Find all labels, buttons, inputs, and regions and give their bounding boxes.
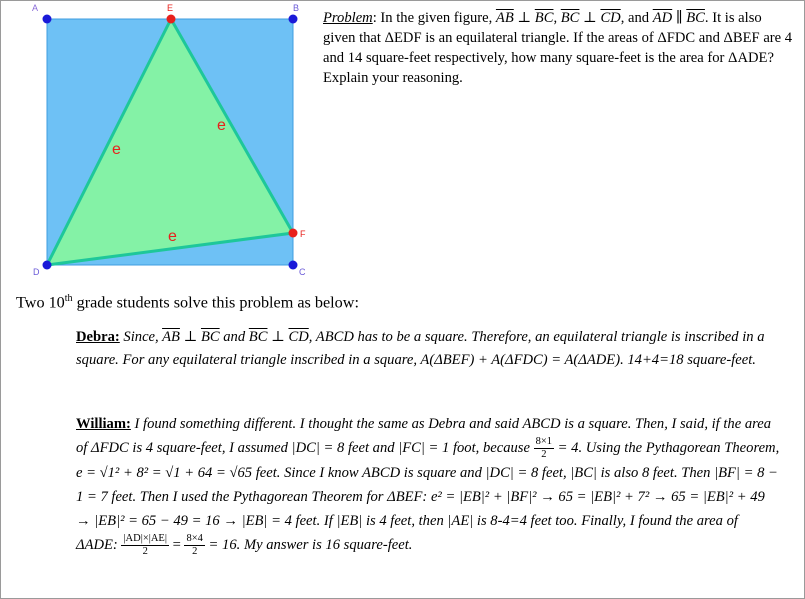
label-a: A [32, 3, 39, 13]
vertex-a [43, 15, 52, 24]
vertex-c [289, 261, 298, 270]
label-d: D [33, 267, 40, 277]
vertex-d [43, 261, 52, 270]
vertex-e [167, 15, 176, 24]
label-c: C [299, 267, 306, 277]
intro-line: Two 10th grade students solve this problem as below: [16, 293, 359, 312]
problem-heading: Problem [323, 10, 373, 26]
william-solution: William: I found something different. I thought the same as Debra and said ABCD is a square. Then, I said, if the area of ΔFDC is 4 square-feet, I assumed |DC| = 8 feet and |FC| = 1 foot, because $\frac{8\times 1}{2}$ = 4. Using the Pythagorean Theorem, e = √1² + 8² = √1 + 64 = √65 feet. Since I know ABCD is square and |DC| = 8 feet, |BC| is also 8 feet. Then |BF| = 8 − 1 = 7 feet. Then I used the Pythagorean Theorem for ΔBEF: e² = |EB|² + |BF|² → 65 = |EB|² + 7² → 65 = |EB|² + 49 → |EB|² = 65 − 49 = 16 → |EB| = 4 feet. If |EB| is 4 feet, then |AE| is 8-4=4 feet too. Finally, I found the area of ΔADE: $\frac{|AD|\times|AE|}{2}$ = $\frac{8\times 4}{2}$ = 16. My answer is 16 square-feet. [76, 416, 780, 558]
label-f: F [300, 229, 306, 239]
vertex-f [289, 229, 298, 238]
side-label-right: e [217, 117, 226, 134]
william-name: William: [76, 416, 131, 432]
side-label-bottom: e [168, 228, 177, 245]
label-b: B [293, 3, 300, 13]
geometry-figure [28, 2, 322, 280]
debra-name: Debra: [76, 329, 120, 345]
vertex-b [289, 15, 298, 24]
debra-solution: Debra: Since, $\overline{AB}$ ⊥ $\overline{BC}$ and $\overline{BC}$ ⊥ $\overline{CD}$, ABCD has to be a square. Therefore, an equilateral triangle is inscribed in a square. For any equilateral triangle inscribed in a square, A(ΔBEF) + A(ΔFDC) = A(ΔADE). 14+4=18 square-feet. [76, 329, 765, 368]
side-label-left: e [112, 141, 121, 158]
fraction-8x4-over-2: $\frac{8\times 4}{2}$ [186, 533, 203, 558]
problem-statement: Problem: In the given figure, $\overline{AB}$ ⊥ $\overline{BC}$, $\overline{BC}$ ⊥ $\overline{CD}$, and $\overline{AD}$ ∥ $\overline{BC}$. It is also given that ΔEDF is an equilateral triangle. If the areas of ΔFDC and ΔBEF are 4 and 14 square-feet respectively, how many square-feet is the area for ΔADE? Explain your reasoning. [323, 10, 793, 86]
fraction-8x1-over-2: $\frac{8\times 1}{2}$ [535, 436, 553, 461]
fraction-ad-ae-over-2: $\frac{|AD|\times|AE|}{2}$ [123, 533, 167, 558]
label-e: E [167, 3, 174, 13]
